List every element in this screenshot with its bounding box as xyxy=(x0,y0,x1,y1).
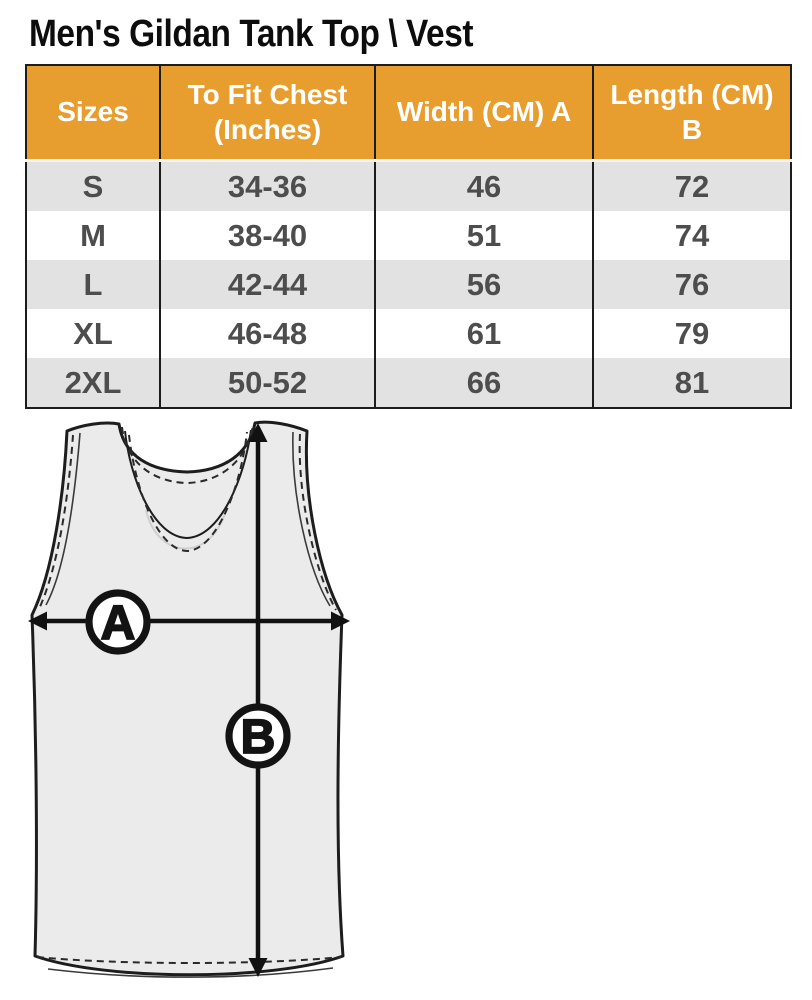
cell-size: S xyxy=(26,161,160,212)
header-row xyxy=(26,65,791,161)
table-row-xl xyxy=(26,309,791,358)
cell-length: 76 xyxy=(593,260,791,309)
cell-length: 74 xyxy=(593,211,791,260)
table-row-2xl xyxy=(26,358,791,408)
cell-length: 81 xyxy=(593,358,791,408)
table-row-s xyxy=(26,161,791,212)
cell-width: 46 xyxy=(375,161,593,212)
col-header-sizes: Sizes xyxy=(26,65,160,161)
cell-length: 79 xyxy=(593,309,791,358)
cell-width: 66 xyxy=(375,358,593,408)
cell-size: 2XL xyxy=(26,358,160,408)
tank-top-diagram xyxy=(24,420,356,996)
width-label: A xyxy=(100,597,136,650)
cell-width: 61 xyxy=(375,309,593,358)
cell-size: XL xyxy=(26,309,160,358)
length-label: B xyxy=(240,711,276,764)
table-row-l xyxy=(26,260,791,309)
cell-chest: 42-44 xyxy=(160,260,375,309)
table-row-m xyxy=(26,211,791,260)
cell-width: 56 xyxy=(375,260,593,309)
table-body xyxy=(26,161,791,409)
table-header xyxy=(26,65,791,161)
col-header-length: Length (CM) B xyxy=(593,65,791,161)
width-label-badge xyxy=(89,593,147,651)
length-label-badge xyxy=(229,707,287,765)
cell-size: L xyxy=(26,260,160,309)
cell-chest: 34-36 xyxy=(160,161,375,212)
col-header-chest: To Fit Chest (Inches) xyxy=(160,65,375,161)
col-header-width: Width (CM) A xyxy=(375,65,593,161)
cell-size: M xyxy=(26,211,160,260)
page-title: Men's Gildan Tank Top \ Vest xyxy=(29,13,474,55)
cell-width: 51 xyxy=(375,211,593,260)
tank-top-outline xyxy=(32,422,343,975)
size-chart-table xyxy=(25,64,792,409)
cell-chest: 46-48 xyxy=(160,309,375,358)
cell-chest: 50-52 xyxy=(160,358,375,408)
cell-chest: 38-40 xyxy=(160,211,375,260)
cell-length: 72 xyxy=(593,161,791,212)
